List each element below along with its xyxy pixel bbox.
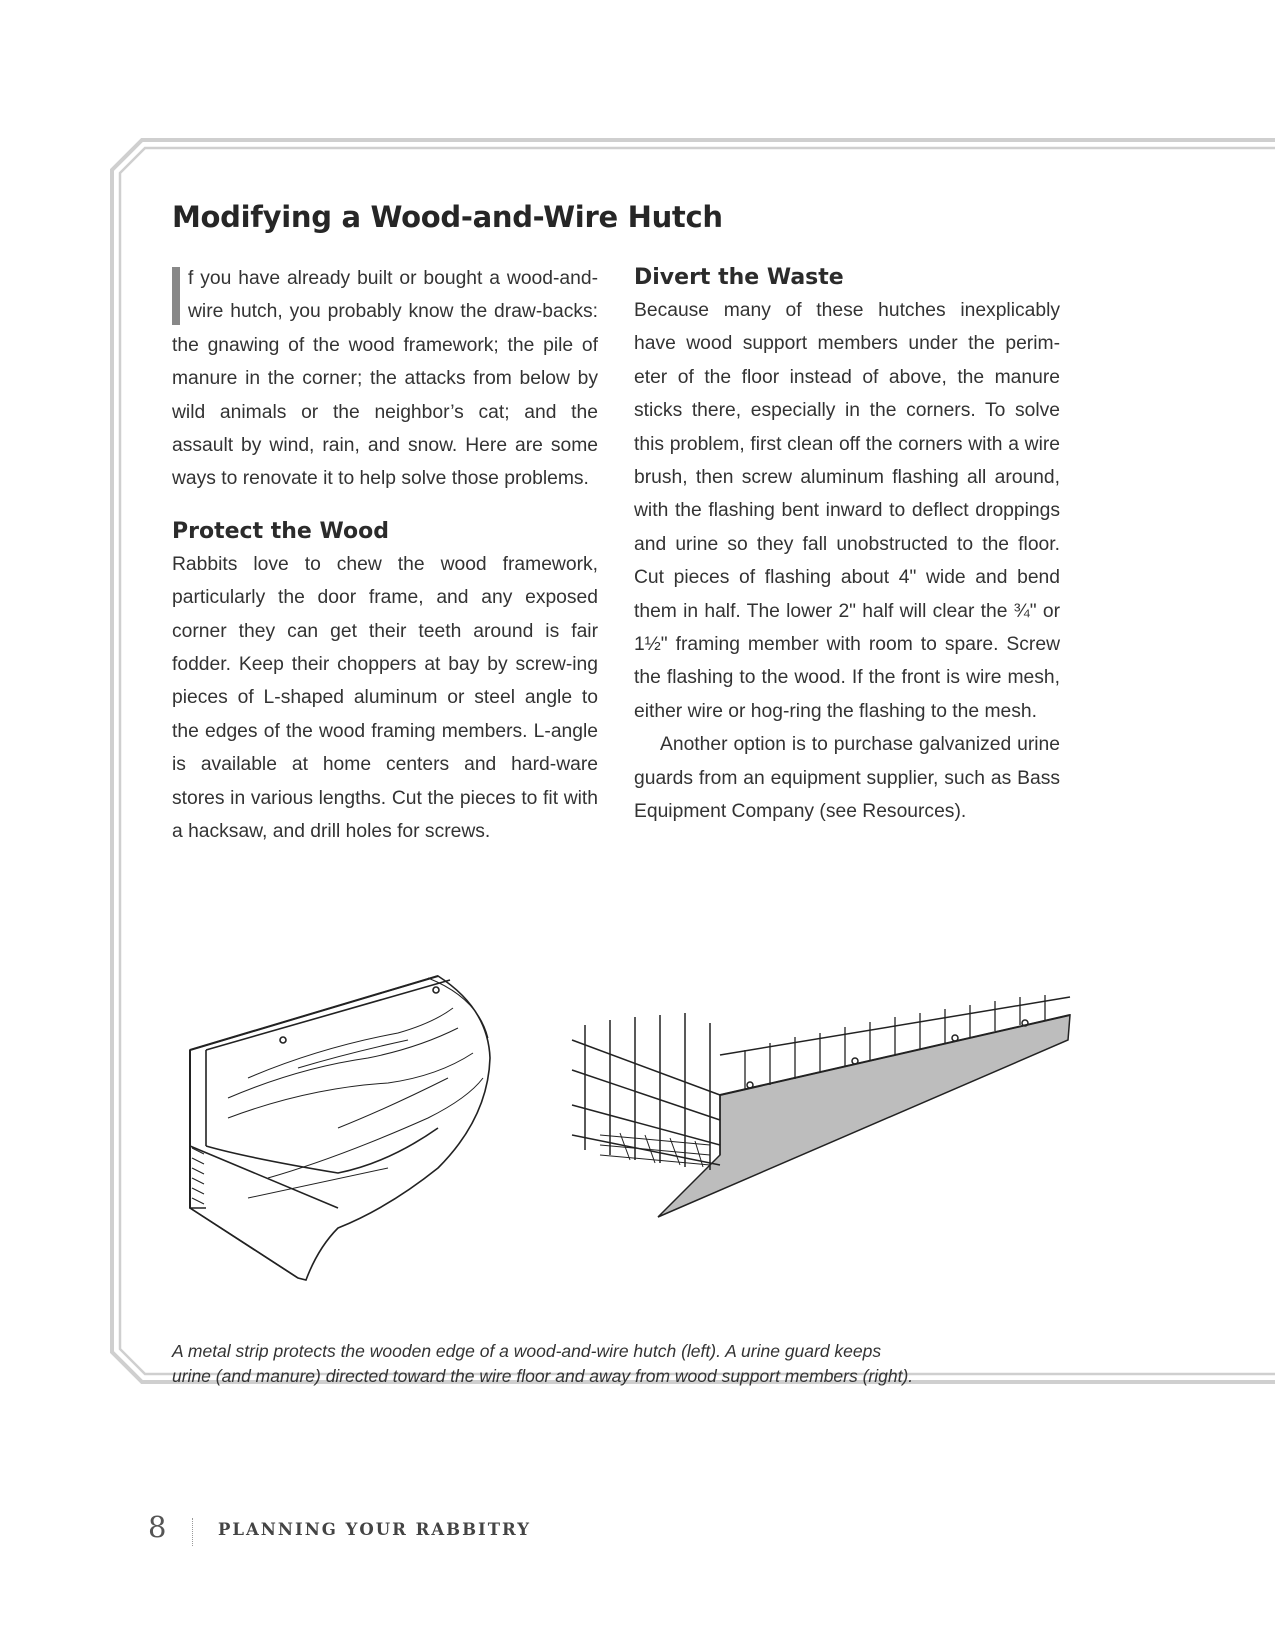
- protect-heading: Protect the Wood: [172, 518, 389, 544]
- page-number: 8: [148, 1510, 167, 1544]
- intro-paragraph: [172, 262, 598, 496]
- intro-text: f you have already built or bought a wood-and-wire hutch, you probably know the draw-backs: the gnawing of the wood framework; the pile of manure in the corner; the attacks from below by wild animals or the neighbor’s cat; and the assault by wind, rain, and snow. Here are some ways to renovate it to help solve those problems.: [172, 268, 598, 490]
- caption-line-1: A metal strip protects the wooden edge of a wood-and-wire hutch (left). A urine guard keeps: [172, 1341, 882, 1361]
- divert-paragraph-2: Another option is to purchase galvanized urine guards from an equipment supplier, such as Bass Equipment Company (see Resources).: [634, 734, 1060, 823]
- urine-guard-illustration: [570, 995, 1080, 1275]
- footer-divider: [192, 1518, 194, 1546]
- caption-line-2: urine (and manure) directed toward the wire floor and away from wood support members (right).: [172, 1366, 914, 1386]
- right-column: [634, 262, 1060, 829]
- protect-paragraph: Rabbits love to chew the wood framework, particularly the door frame, and any exposed corner they can get their teeth around is fair fodder. Keep their choppers at bay by screw-ing pieces of L-shaped aluminum or steel angle to the edges of the wood framing members. L-angle is available at home centers and hard-ware stores in various lengths. Cut the pieces to fit with a hacksaw, and drill holes for screws.: [172, 553, 598, 843]
- running-footer-section: PLANNING YOUR RABBITRY: [218, 1520, 531, 1539]
- left-column: [172, 262, 598, 849]
- divert-heading: Divert the Waste: [634, 265, 844, 290]
- drop-cap-bar: [172, 267, 180, 325]
- metal-strip-illustration: [188, 968, 518, 1308]
- divert-paragraph: Because many of these hutches inexplicably have wood support members under the perim-eter of the floor instead of above, the manure sticks there, especially in the corners. To solve this problem, first clean off the corners with a wire brush, then screw aluminum flashing all around, with the flashing bent inward to deflect droppings and urine so they fall unobstructed to the floor. Cut pieces of flashing about 4" wide and bend them in half. The lower 2" half will clear the ¾" or 1½" framing member with room to spare. Screw the flashing to the wood. If the front is wire mesh, either wire or hog-ring the flashing to the mesh.: [634, 300, 1060, 722]
- figure-caption: [172, 1339, 992, 1389]
- sidebar-title: Modifying a Wood-and-Wire Hutch: [172, 200, 723, 234]
